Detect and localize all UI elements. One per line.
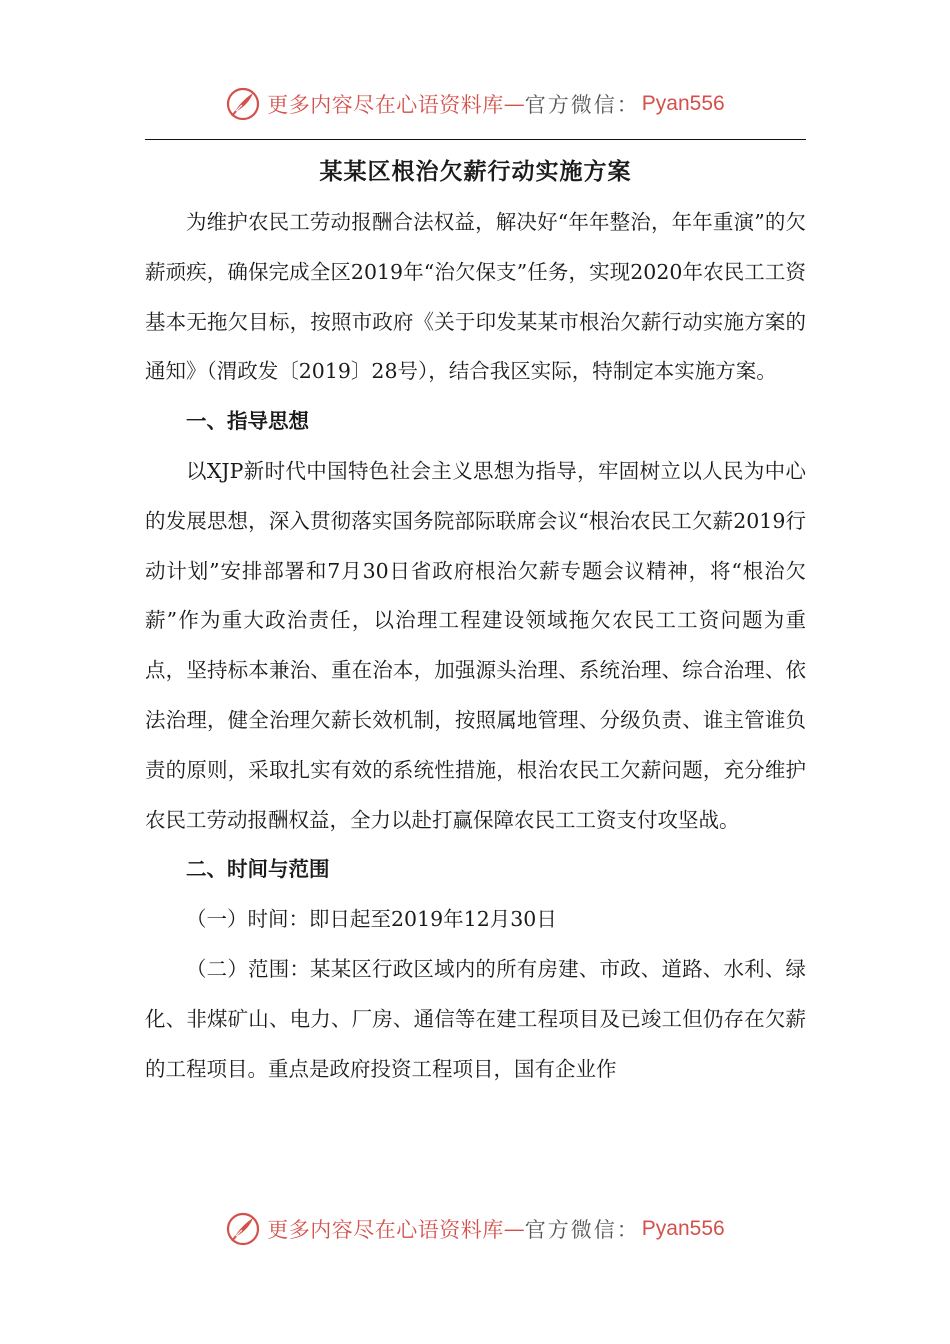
watermark-text: 更多内容尽在心语资料库 bbox=[267, 93, 504, 117]
watermark-dash: — bbox=[503, 92, 525, 116]
document-title: 某某区根治欠薪行动实施方案 bbox=[319, 158, 632, 185]
watermark-official: 官方微信： bbox=[524, 93, 640, 117]
watermark-official: 官方微信： bbox=[524, 1218, 640, 1242]
section-heading-time-scope: 二、时间与范围 bbox=[186, 857, 330, 882]
header-divider bbox=[145, 139, 806, 140]
section-heading-guiding-ideology: 一、指导思想 bbox=[186, 409, 309, 434]
quill-pen-icon bbox=[225, 1211, 261, 1247]
guiding-ideology-paragraph: 以XJP新时代中国特色社会主义思想为指导，牢固树立以人民为中心的发展思想，深入贯彻落实国务院部际联席会议“根治农民工欠薪2019行动计划”安排部署和7月30日省政府根治欠薪专题会议精神，将“根治欠薪”作为重大政治责任，以治理工程建设领域拖欠农民工工资问题为重点，坚持标本兼治、重在治本，加强源头治理、系统治理、综合治理、依法治理，健全治理欠薪长效机制，按照属地管理、分级负责、谁主管谁负责的原则，采取扎实有效的系统性措施，根治农民工欠薪问题，充分维护农民工劳动报酬权益，全力以赴打赢保障农民工工资支付攻坚战。 bbox=[145, 458, 806, 832]
scope-paragraph: （二）范围：某某区行政区域内的所有房建、市政、道路、水利、绿化、非煤矿山、电力、厂房、通信等在建工程项目及已竣工但仍存在欠薪的工程项目。重点是政府投资工程项目，国有企业作 bbox=[145, 956, 806, 1081]
watermark-wechat-id: Pyan556 bbox=[641, 1217, 725, 1240]
watermark-text: 更多内容尽在心语资料库 bbox=[267, 1218, 504, 1242]
watermark-dash: — bbox=[503, 1217, 525, 1241]
intro-paragraph: 为维护农民工劳动报酬合法权益，解决好“年年整治，年年重演”的欠薪顽疾，确保完成全区2019年“治欠保支”任务，实现2020年农民工工资基本无拖欠目标，按照市政府《关于印发某某市根治欠薪行动实施方案的通知》（渭政发〔2019〕28号），结合我区实际，特制定本实施方案。 bbox=[145, 210, 806, 384]
watermark-wechat-id: Pyan556 bbox=[641, 92, 725, 115]
document-body bbox=[145, 198, 806, 1094]
footer-watermark bbox=[0, 1209, 950, 1249]
quill-pen-icon bbox=[225, 86, 261, 122]
header-watermark bbox=[0, 84, 950, 124]
time-paragraph: （一）时间：即日起至2019年12月30日 bbox=[186, 907, 557, 932]
